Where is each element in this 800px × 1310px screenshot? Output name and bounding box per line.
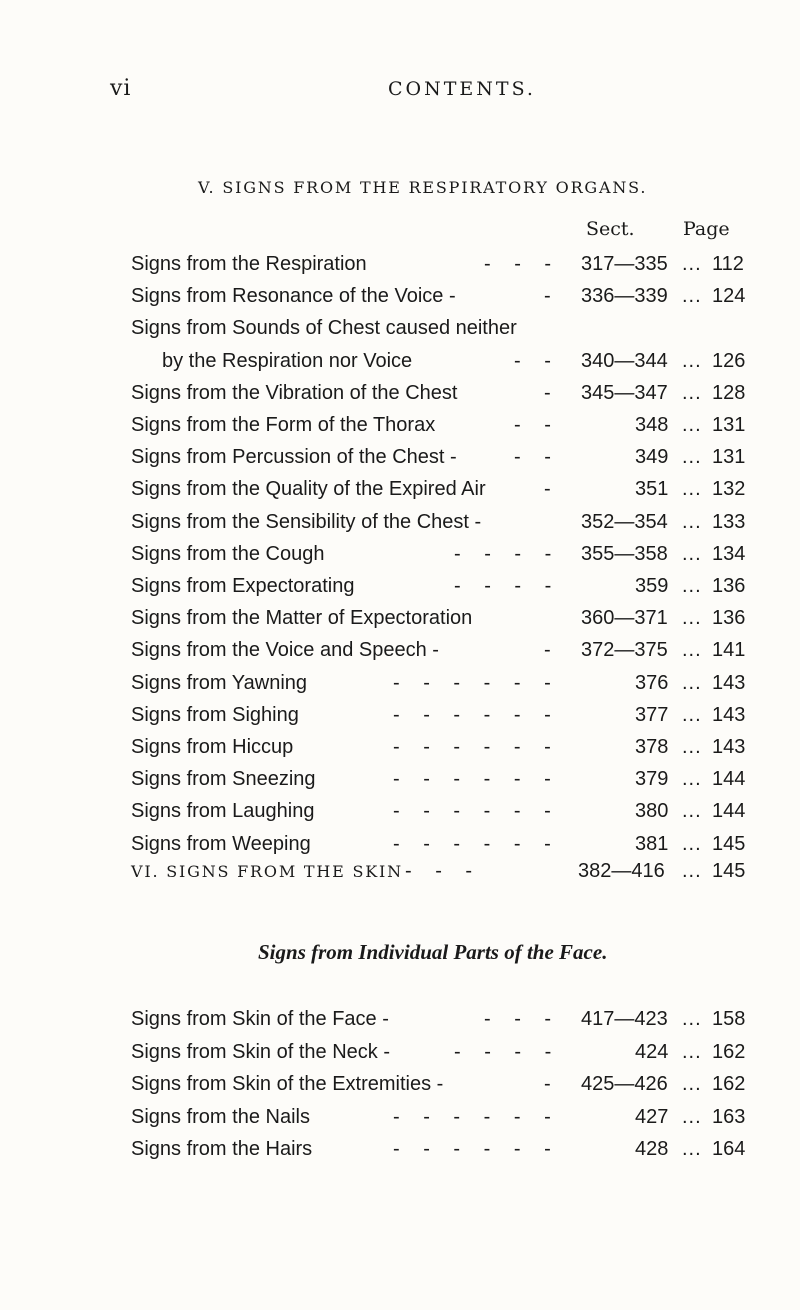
toc-entry-title: Signs from Yawning (131, 671, 308, 694)
toc-entry-title: Signs from the Form of the Thorax (131, 414, 436, 436)
toc-entry-section: 345—347 (581, 381, 668, 404)
toc-entry-page: 112 (712, 253, 744, 275)
toc-entry (0, 768, 800, 798)
section-vi-subheading: Signs from Individual Parts of the Face. (258, 940, 608, 964)
toc-entry (0, 575, 800, 605)
toc-entry-title: Signs from Sneezing (131, 768, 316, 791)
toc-entry-section: 359 (635, 575, 669, 597)
toc-entry-title: by the Respiration nor Voice (162, 349, 413, 372)
toc-entry (0, 672, 800, 702)
toc-entry-page: 126 (712, 349, 746, 372)
toc-entry-page: 144 (712, 800, 746, 823)
section-vi-heading: VI. SIGNS FROM THE SKIN (131, 862, 403, 881)
toc-entry (0, 1073, 800, 1103)
toc-entry-title: Signs from Hiccup (131, 736, 294, 758)
toc-entry (0, 833, 800, 863)
toc-entry (0, 639, 800, 669)
toc-entry-dots: ... (682, 1138, 702, 1160)
toc-entry-title: Signs from Laughing (131, 800, 315, 823)
toc-entry (0, 704, 800, 734)
toc-entry-dashes: - - - - (454, 1040, 561, 1063)
toc-entry (0, 1106, 800, 1136)
toc-entry-section: 349 (635, 446, 669, 469)
toc-entry (0, 1138, 800, 1168)
toc-entry-section: 317—335 (581, 253, 668, 275)
toc-entry-dots: ... (682, 607, 702, 630)
toc-entry-dashes: - - (514, 349, 560, 372)
toc-entry-dots: ... (682, 703, 702, 726)
column-header-sect: Sect. (586, 218, 635, 240)
toc-entry-dashes: - - - - - - (393, 703, 560, 726)
toc-entry-dots: ... (682, 285, 702, 308)
toc-entry-dots: ... (682, 253, 702, 275)
toc-entry-section: 348 (635, 414, 669, 436)
toc-entry-dashes: - - - - (454, 542, 561, 565)
toc-entry-title: Signs from Percussion of the Chest - (131, 446, 457, 469)
toc-entry-dashes: - - (514, 414, 560, 436)
toc-entry-section: 425—426 (581, 1073, 668, 1095)
toc-entry (0, 446, 800, 476)
toc-entry-page: 124 (712, 285, 746, 308)
toc-entry (0, 607, 800, 637)
toc-entry-page: 162 (712, 1040, 746, 1063)
toc-entry-dashes: - (544, 1073, 560, 1095)
toc-entry-page: 132 (712, 478, 746, 501)
toc-entry (0, 317, 800, 347)
section-vi-row (0, 860, 800, 890)
toc-entry-dashes: - - - - (454, 575, 561, 597)
page-number: vi (110, 76, 132, 101)
toc-entry (0, 478, 800, 508)
toc-entry-dashes: - - - - - - (393, 768, 560, 791)
toc-entry-dots: ... (682, 736, 702, 758)
toc-entry-dots: ... (682, 768, 702, 791)
toc-entry-dashes: - - - - - - (393, 832, 560, 855)
toc-entry-title: Signs from Sighing (131, 703, 299, 726)
toc-entry (0, 414, 800, 444)
toc-entry-title: Signs from the Vibration of the Chest (131, 381, 458, 404)
toc-entry (0, 1008, 800, 1038)
toc-entry-dashes: - (544, 381, 560, 404)
toc-entry-section: 355—358 (581, 542, 668, 565)
toc-entry-section: 428 (635, 1138, 669, 1160)
toc-entry-dashes: - - - - - - (393, 736, 560, 758)
toc-entry-section: 336—339 (581, 285, 668, 308)
toc-entry-dots: ... (682, 832, 702, 855)
toc-entry-dots: ... (682, 414, 702, 436)
toc-entry-page: 162 (712, 1073, 746, 1095)
toc-entry (0, 1041, 800, 1071)
toc-entry-section: 424 (635, 1040, 669, 1063)
toc-entry-dots: ... (682, 800, 702, 823)
toc-entry-page: 163 (712, 1105, 746, 1128)
toc-entry-section: 377 (635, 703, 669, 726)
toc-entry-page: 131 (712, 446, 746, 469)
toc-entry (0, 511, 800, 541)
toc-entry-section: 340—344 (581, 349, 668, 372)
toc-entry-title: Signs from Resonance of the Voice - (131, 285, 456, 308)
toc-entry-title: Signs from Sounds of Chest caused neither (131, 317, 517, 340)
toc-entry-dots: ... (682, 1040, 702, 1063)
toc-entry-dots: ... (682, 478, 702, 501)
toc-entry-dashes: - - - (484, 1008, 561, 1030)
toc-entry-section: 351 (635, 478, 669, 501)
section-vi-dots: ... (682, 860, 702, 882)
toc-entry-page: 158 (712, 1008, 746, 1030)
toc-entry-title: Signs from the Quality of the Expired Air (131, 478, 486, 501)
toc-entry-page: 136 (712, 575, 746, 597)
toc-entry (0, 253, 800, 283)
toc-entry-dots: ... (682, 446, 702, 469)
toc-entry-dashes: - (544, 478, 560, 501)
toc-entry-dashes: - - - - - - (393, 1138, 560, 1160)
toc-entry-page: 141 (712, 639, 746, 662)
section-vi-page: 145 (712, 860, 746, 882)
toc-entry-title: Signs from the Hairs (131, 1138, 313, 1160)
toc-entry-page: 134 (712, 542, 746, 565)
toc-entry-dots: ... (682, 349, 702, 372)
toc-entry-title: Signs from Skin of the Neck - (131, 1040, 390, 1063)
toc-entry-title: Signs from the Cough (131, 542, 325, 565)
toc-entry-title: Signs from Weeping (131, 832, 311, 855)
toc-entry-dashes: - (544, 285, 560, 308)
toc-entry (0, 350, 800, 380)
toc-entry-dots: ... (682, 1105, 702, 1128)
toc-entry-section: 378 (635, 736, 669, 758)
toc-entry-page: 136 (712, 607, 746, 630)
toc-entry-page: 133 (712, 510, 746, 533)
toc-entry-section: 376 (635, 671, 669, 694)
toc-entry (0, 736, 800, 766)
toc-entry-section: 417—423 (581, 1008, 668, 1030)
toc-entry-dashes: - - - (484, 253, 561, 275)
toc-entry-page: 145 (712, 832, 746, 855)
toc-entry-section: 352—354 (581, 510, 668, 533)
toc-entry-dashes: - - (514, 446, 560, 469)
toc-entry-page: 143 (712, 671, 746, 694)
section-v-heading: V. SIGNS FROM THE RESPIRATORY ORGANS. (198, 178, 648, 197)
toc-entry-dots: ... (682, 542, 702, 565)
toc-entry-section: 379 (635, 768, 669, 791)
toc-entry-page: 144 (712, 768, 746, 791)
toc-entry-dashes: - - - - - - (393, 671, 560, 694)
toc-entry-section: 372—375 (581, 639, 668, 662)
toc-entry-title: Signs from the Voice and Speech - (131, 639, 439, 662)
toc-entry-page: 143 (712, 703, 746, 726)
toc-entry-dots: ... (682, 1008, 702, 1030)
toc-entry-dashes: - (544, 639, 560, 662)
toc-entry-page: 131 (712, 414, 746, 436)
toc-entry-page: 128 (712, 381, 746, 404)
section-vi-sect: 382—416 (578, 860, 665, 882)
toc-entry-title: Signs from Skin of the Extremities - (131, 1073, 444, 1095)
toc-entry-dots: ... (682, 575, 702, 597)
section-vi-dashes: - - - (405, 860, 482, 882)
toc-entry (0, 800, 800, 830)
toc-entry-page: 143 (712, 736, 746, 758)
toc-entry (0, 382, 800, 412)
toc-entry-dashes: - - - - - - (393, 1105, 560, 1128)
column-header-page: Page (683, 218, 730, 240)
toc-entry-section: 360—371 (581, 607, 668, 630)
running-title: CONTENTS. (388, 78, 536, 100)
toc-entry (0, 285, 800, 315)
toc-entry-dots: ... (682, 381, 702, 404)
toc-entry-page: 164 (712, 1138, 746, 1160)
toc-entry-title: Signs from the Sensibility of the Chest - (131, 510, 482, 533)
toc-entry-title: Signs from the Matter of Expectoration (131, 607, 473, 630)
toc-entry-dots: ... (682, 1073, 702, 1095)
toc-entry-dashes: - - - - - - (393, 800, 560, 823)
toc-entry (0, 543, 800, 573)
toc-entry-section: 380 (635, 800, 669, 823)
toc-entry-title: Signs from Skin of the Face - (131, 1008, 389, 1030)
toc-entry-title: Signs from the Respiration (131, 253, 367, 275)
toc-entry-dots: ... (682, 639, 702, 662)
toc-entry-dots: ... (682, 671, 702, 694)
toc-entry-title: Signs from the Nails (131, 1105, 310, 1128)
toc-entry-section: 427 (635, 1105, 669, 1128)
toc-entry-section: 381 (635, 832, 669, 855)
toc-entry-title: Signs from Expectorating (131, 575, 355, 597)
toc-entry-dots: ... (682, 510, 702, 533)
